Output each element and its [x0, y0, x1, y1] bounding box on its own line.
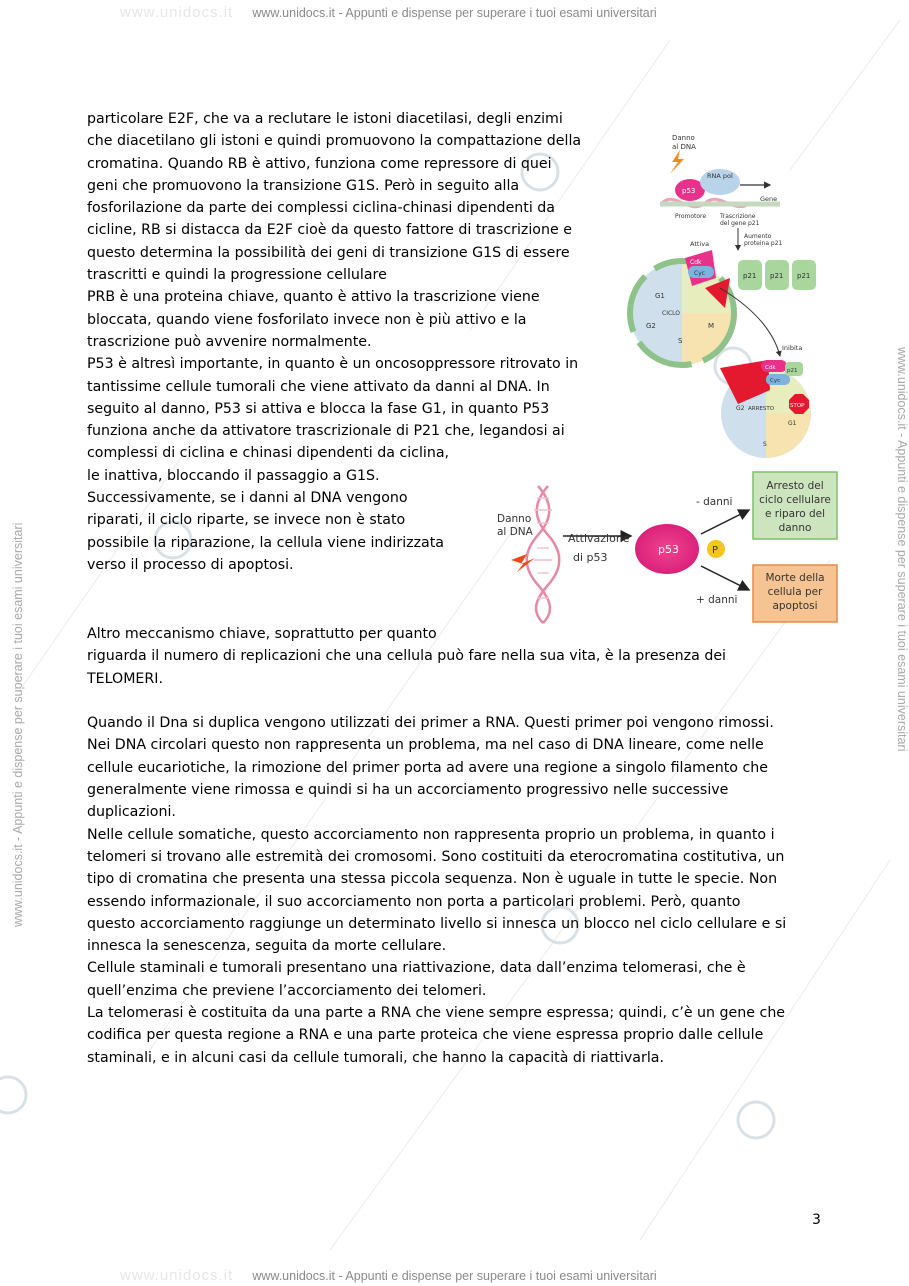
fig2-label-di-p53: di p53 — [573, 551, 608, 564]
text-line: cicline, RB si distacca da E2F cioè da questo fattore di trascrizione e — [87, 222, 572, 239]
text-line: Cellule staminali e tumorali presentano una riattivazione, data dall’enzima telomerasi, che è — [87, 960, 746, 977]
fig1-label-g1-inhibited: G1 — [788, 420, 797, 427]
fig1-label-gene: Gene — [760, 195, 778, 203]
fig2-label-arresto-2: ciclo cellulare — [759, 494, 831, 506]
fig2-label-p53: p53 — [658, 543, 679, 556]
fig2-label-morte-2: cellula per — [767, 586, 823, 598]
fig1-label-inibita: Inibita — [782, 344, 803, 352]
page-number: 3 — [812, 1212, 821, 1228]
text-line: trascrizione può avvenire normalmente. — [87, 333, 372, 350]
fig1-label-promotore: Promotore — [675, 213, 707, 220]
fig1-label-g2: G2 — [646, 322, 656, 330]
text-line: complessi di ciclina e chinasi dipendenti da ciclina, — [87, 445, 450, 462]
fig2-label-al-dna: al DNA — [497, 526, 533, 538]
fig1-label-stop: STOP — [790, 403, 805, 409]
fig1-label-g2-inhibited: G2 — [736, 405, 745, 412]
text-line: essendo informazionale, il suo accorciamento non porta a particolari problemi. Però, quanto — [87, 893, 741, 910]
text-line: geni che promuovono la transizione G1S. Però in seguito alla — [87, 177, 520, 194]
fig1-label-p21: p21 — [770, 272, 784, 280]
text-line: seguito al danno, P53 si attiva e blocca la fase G1, in quanto P53 — [87, 400, 550, 417]
text-line: trascritti e quindi la progressione cellulare — [87, 267, 387, 284]
fig1-label-aumento-2: proteina p21 — [744, 240, 783, 247]
fig2-label-arresto-4: danno — [778, 522, 812, 534]
fig1-label-arresto: ARRESTO — [748, 406, 775, 412]
fig1-label-s: S — [678, 337, 683, 345]
text-line: questo determina la possibilità dei geni di transizione G1S di essere — [87, 244, 570, 261]
fig1-label-g1: G1 — [655, 292, 665, 300]
fig1-label-p21-bound: p21 — [787, 368, 798, 374]
text-line: le inattiva, bloccando il passaggio a G1S. — [87, 467, 380, 484]
fig2-label-arresto-3: e riparo del — [764, 508, 826, 520]
text-line: quell’enzima che previene l’accorciamento dei telomeri. — [87, 982, 487, 999]
fig1-label-aumento-1: Aumento — [744, 233, 772, 240]
text-line: Nelle cellule somatiche, questo accorciamento non rappresenta proprio un problema, in quanto i — [87, 826, 775, 843]
fig2-label-morte-3: apoptosi — [772, 600, 818, 612]
fig1-label-danno: Danno — [672, 134, 695, 142]
dna-helix — [527, 486, 560, 623]
fig2-label-piu-danni: + danni — [696, 594, 738, 606]
text-line: fosforilazione da parte dei complessi ciclina-chinasi dipendenti da — [87, 200, 556, 217]
figure-p53-activation — [493, 468, 845, 628]
text-line: PRB è una proteina chiave, quanto è attivo la trascrizione viene — [87, 289, 540, 306]
text-line: verso il processo di apoptosi. — [87, 556, 294, 573]
fig1-label-rna-pol: RNA pol — [707, 172, 733, 180]
fig1-label-attiva: Attiva — [690, 240, 710, 248]
text-line: riparati, il ciclo riparte, se invece non è stato — [87, 512, 406, 529]
text-line: codifica per questa regione a RNA e una parte proteica che viene espressa proprio dalle cellule — [87, 1027, 764, 1044]
fig1-label-cdk: Cdk — [690, 259, 702, 266]
fig1-label-cyc-2: Cyc — [770, 378, 781, 384]
lightning-icon — [670, 150, 684, 174]
text-line: La telomerasi è costituita da una parte a RNA che viene sempre espressa; quindi, c’è un gene che — [87, 1005, 786, 1022]
fig1-label-trascrizione-1: Trascrizione — [720, 213, 756, 220]
watermark-bottom — [0, 1267, 909, 1285]
text-line: funziona anche da attivatore trascrizionale di P21 che, legandosi ai — [87, 423, 565, 440]
text-line: Successivamente, se i danni al DNA vengono — [87, 490, 408, 507]
fig1-label-cyc: Cyc — [694, 270, 706, 277]
fig2-label-arresto-1: Arresto del — [766, 480, 824, 492]
watermark-faint-text-bottom: www.unidocs.it — [120, 1267, 234, 1284]
fig1-label-p21: p21 — [743, 272, 757, 280]
fig1-label-al-dna: al DNA — [672, 143, 696, 151]
text-line: Quando il Dna si duplica vengono utilizzati dei primer a RNA. Questi primer poi vengono rimossi. — [87, 715, 774, 732]
fig1-label-trascrizione-2: del gene p21 — [720, 220, 760, 227]
fig1-label-p21: p21 — [797, 272, 811, 280]
text-line: tantissime cellule tumorali che viene attivato da danni al DNA. In — [87, 378, 550, 395]
text-line: questo accorciamento raggiunge un determinato livello si innesca un blocco nel ciclo cellulare e si — [87, 915, 787, 932]
fig1-label-p53: p53 — [682, 187, 696, 195]
text-line: Altro meccanismo chiave, soprattutto per quanto — [87, 626, 437, 642]
figure-p53-p21-cell-cycle — [620, 128, 820, 463]
watermark-top — [0, 4, 909, 22]
watermark-right: www.unidocs.it - Appunti e dispense per superare i tuoi esami universitari — [895, 347, 909, 752]
text-line: staminali, e in alcuni casi da cellule tumorali, che hanno la capacità di riattivarla. — [87, 1049, 664, 1066]
fig2-label-attivazione: Attivazione — [568, 532, 630, 545]
text-line: possibile la riparazione, la cellula viene indirizzata — [87, 534, 444, 551]
text-line: cromatina. Quando RB è attivo, funziona come repressore di quei — [87, 155, 552, 172]
fig2-label-meno-danni: - danni — [696, 496, 733, 508]
fig1-label-ciclo: CICLO — [662, 310, 680, 317]
fig2-label-p: P — [712, 545, 719, 556]
text-line: Nei DNA circolari questo non rappresenta un problema, ma nel caso di DNA lineare, come nelle — [87, 737, 764, 754]
text-line: particolare E2F, che va a reclutare le istoni diacetilasi, degli enzimi — [87, 111, 563, 127]
watermark-left: www.unidocs.it - Appunti e dispense per superare i tuoi esami universitari — [11, 522, 25, 927]
fig2-label-morte-1: Morte della — [765, 572, 825, 584]
text-line: che diacetilano gli istoni e quindi promuovono la compattazione della — [87, 133, 582, 150]
text-line: bloccata, quando viene fosforilato invece non è più attivo e la — [87, 311, 527, 328]
text-line: TELOMERI. — [87, 670, 163, 687]
watermark-bottom-text: www.unidocs.it - Appunti e dispense per superare i tuoi esami universitari — [252, 1269, 657, 1283]
watermark-top-text: www.unidocs.it - Appunti e dispense per superare i tuoi esami universitari — [252, 6, 657, 20]
text-block-bottom — [87, 623, 786, 1069]
fig1-label-m: M — [708, 322, 715, 330]
text-line: telomeri si trovano alle estremità dei cromosomi. Sono costituiti da eterocromatina costitutiva, un — [87, 848, 785, 865]
text-line: tipo di cromatina che presenta una stessa piccola sequenza. Non è uguale in tutte le specie. Non — [87, 871, 778, 888]
text-line: generalmente viene rimossa e quindi si ha un accorciamento progressivo nelle successive — [87, 782, 729, 799]
watermark-faint-text: www.unidocs.it — [120, 4, 234, 21]
fig1-label-s-inhibited: S — [763, 441, 767, 448]
text-line: cellule eucariotiche, la rimozione del primer porta ad avere una regione a singolo filamento che — [87, 759, 768, 776]
text-line: P53 è altresì importante, in quanto è un oncosoppressore ritrovato in — [87, 356, 579, 373]
fig1-label-cdk-2: Cdk — [765, 365, 776, 371]
text-line: innesca la senescenza, seguita da morte cellulare. — [87, 938, 447, 955]
text-line-blank — [87, 690, 786, 712]
fig2-label-danno: Danno — [497, 513, 532, 525]
text-line: duplicazioni. — [87, 804, 176, 821]
text-line: riguarda il numero di replicazioni che una cellula può fare nella sua vita, è la presenza dei — [87, 648, 726, 665]
lightning-icon — [511, 554, 535, 572]
